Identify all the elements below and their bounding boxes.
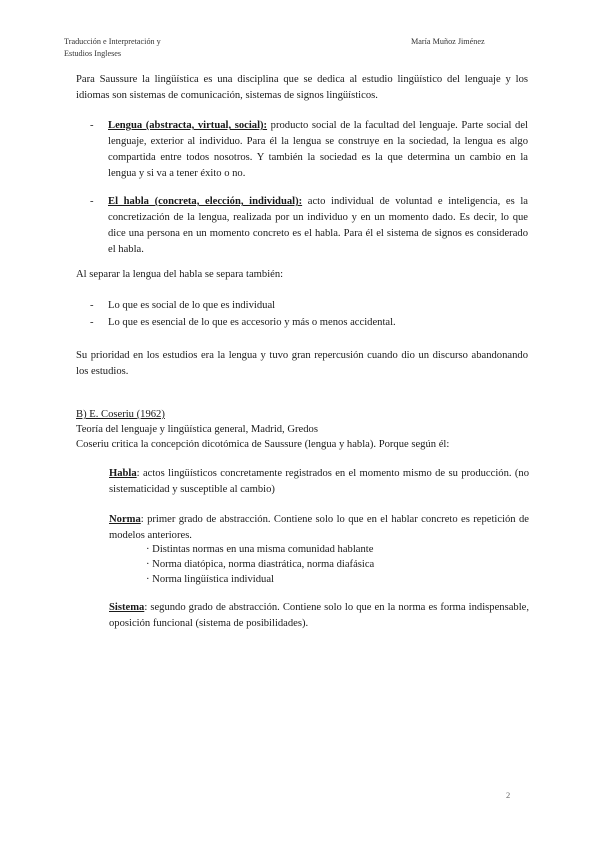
lengua-item <box>90 118 528 182</box>
coseriu-critique: Coseriu critica la concepción dicotómica de Saussure (lengua y habla). Porque según él: <box>76 439 450 450</box>
list-item <box>90 315 528 331</box>
norma-block <box>109 512 529 544</box>
header-author: María Muñoz Jiménez <box>411 37 485 46</box>
header-degree-line1: Traducción e Interpretación y <box>64 37 161 46</box>
habla-label: Habla <box>109 468 137 479</box>
list-item <box>90 298 528 314</box>
norma-subitem: · Distintas normas en una misma comunidad hablante <box>146 544 374 555</box>
intro-paragraph: Para Saussure la lingüística es una disciplina que se dedica al estudio lingüístico del lenguaje y los idiomas son sistemas de comunicación, sistemas de signos lingüísticos. <box>76 74 528 101</box>
norma-label: Norma <box>109 514 141 525</box>
priority-paragraph: Su prioridad en los estudios era la lengua y tuvo gran repercusión cuando dio un discurso abandonando los estudios. <box>76 350 528 377</box>
list-item-text: Lo que es social de lo que es individual <box>108 300 276 311</box>
coseriu-section <box>76 407 528 452</box>
page-number: 2 <box>506 790 511 800</box>
lengua-definition: producto social de la facultad del lenguaje. Parte social del lenguaje, exterior al individuo. Para él la lengua se construye en la sociedad, la lengua es algo compartida entre todos nosotros. Y también la sociedad es la que determina un cambio en la lengua y si va a tener éxito o no. <box>108 120 528 179</box>
norma-subitem: · Norma diatópica, norma diastrática, norma diafásica <box>146 559 375 570</box>
habla-item <box>90 194 528 258</box>
sistema-label: Sistema <box>109 602 145 613</box>
sistema-block <box>109 600 529 632</box>
header-degree-line2: Estudios Ingleses <box>64 49 122 58</box>
sistema-text: : segundo grado de abstracción. Contiene solo lo que en la norma es forma indispensable, oposición funcional (sistema de posibilidades). <box>109 602 529 629</box>
separate-intro: Al separar la lengua del habla se separa también: <box>76 269 284 280</box>
header-left <box>64 36 161 60</box>
habla-definition: acto individual de voluntad e inteligencia, es la concretización de la lengua, realizada por un individuo y en un momento dado. Es decir, lo que dice una persona en un momento concreto es el habla. Para él el sistema de signos es considerado el habla. <box>108 196 528 255</box>
coseriu-book: Teoría del lenguaje y lingüística general, Madrid, Gredos <box>76 424 318 435</box>
lengua-term: Lengua (abstracta, virtual, social): <box>108 120 268 131</box>
habla-term: El habla (concreta, elección, individual): <box>108 196 303 207</box>
habla-text: : actos lingüísticos concretamente registrados en el momento mismo de su producción. (no sistematicidad y susceptible al cambio) <box>109 468 529 495</box>
list-dash: - <box>90 196 94 207</box>
coseriu-heading: B) E. Coseriu (1962) <box>76 409 165 420</box>
separate-list <box>90 298 528 332</box>
norma-subitem: · Norma lingüística individual <box>146 574 274 585</box>
list-dash: - <box>90 120 94 131</box>
list-dash: - <box>90 317 94 328</box>
list-item-text: Lo que es esencial de lo que es accesorio y más o menos accidental. <box>108 317 396 328</box>
norma-text: : primer grado de abstracción. Contiene solo lo que en el hablar concreto es repetición de modelos anteriores. <box>109 514 529 541</box>
list-dash: - <box>90 300 94 311</box>
habla-block <box>109 466 529 498</box>
